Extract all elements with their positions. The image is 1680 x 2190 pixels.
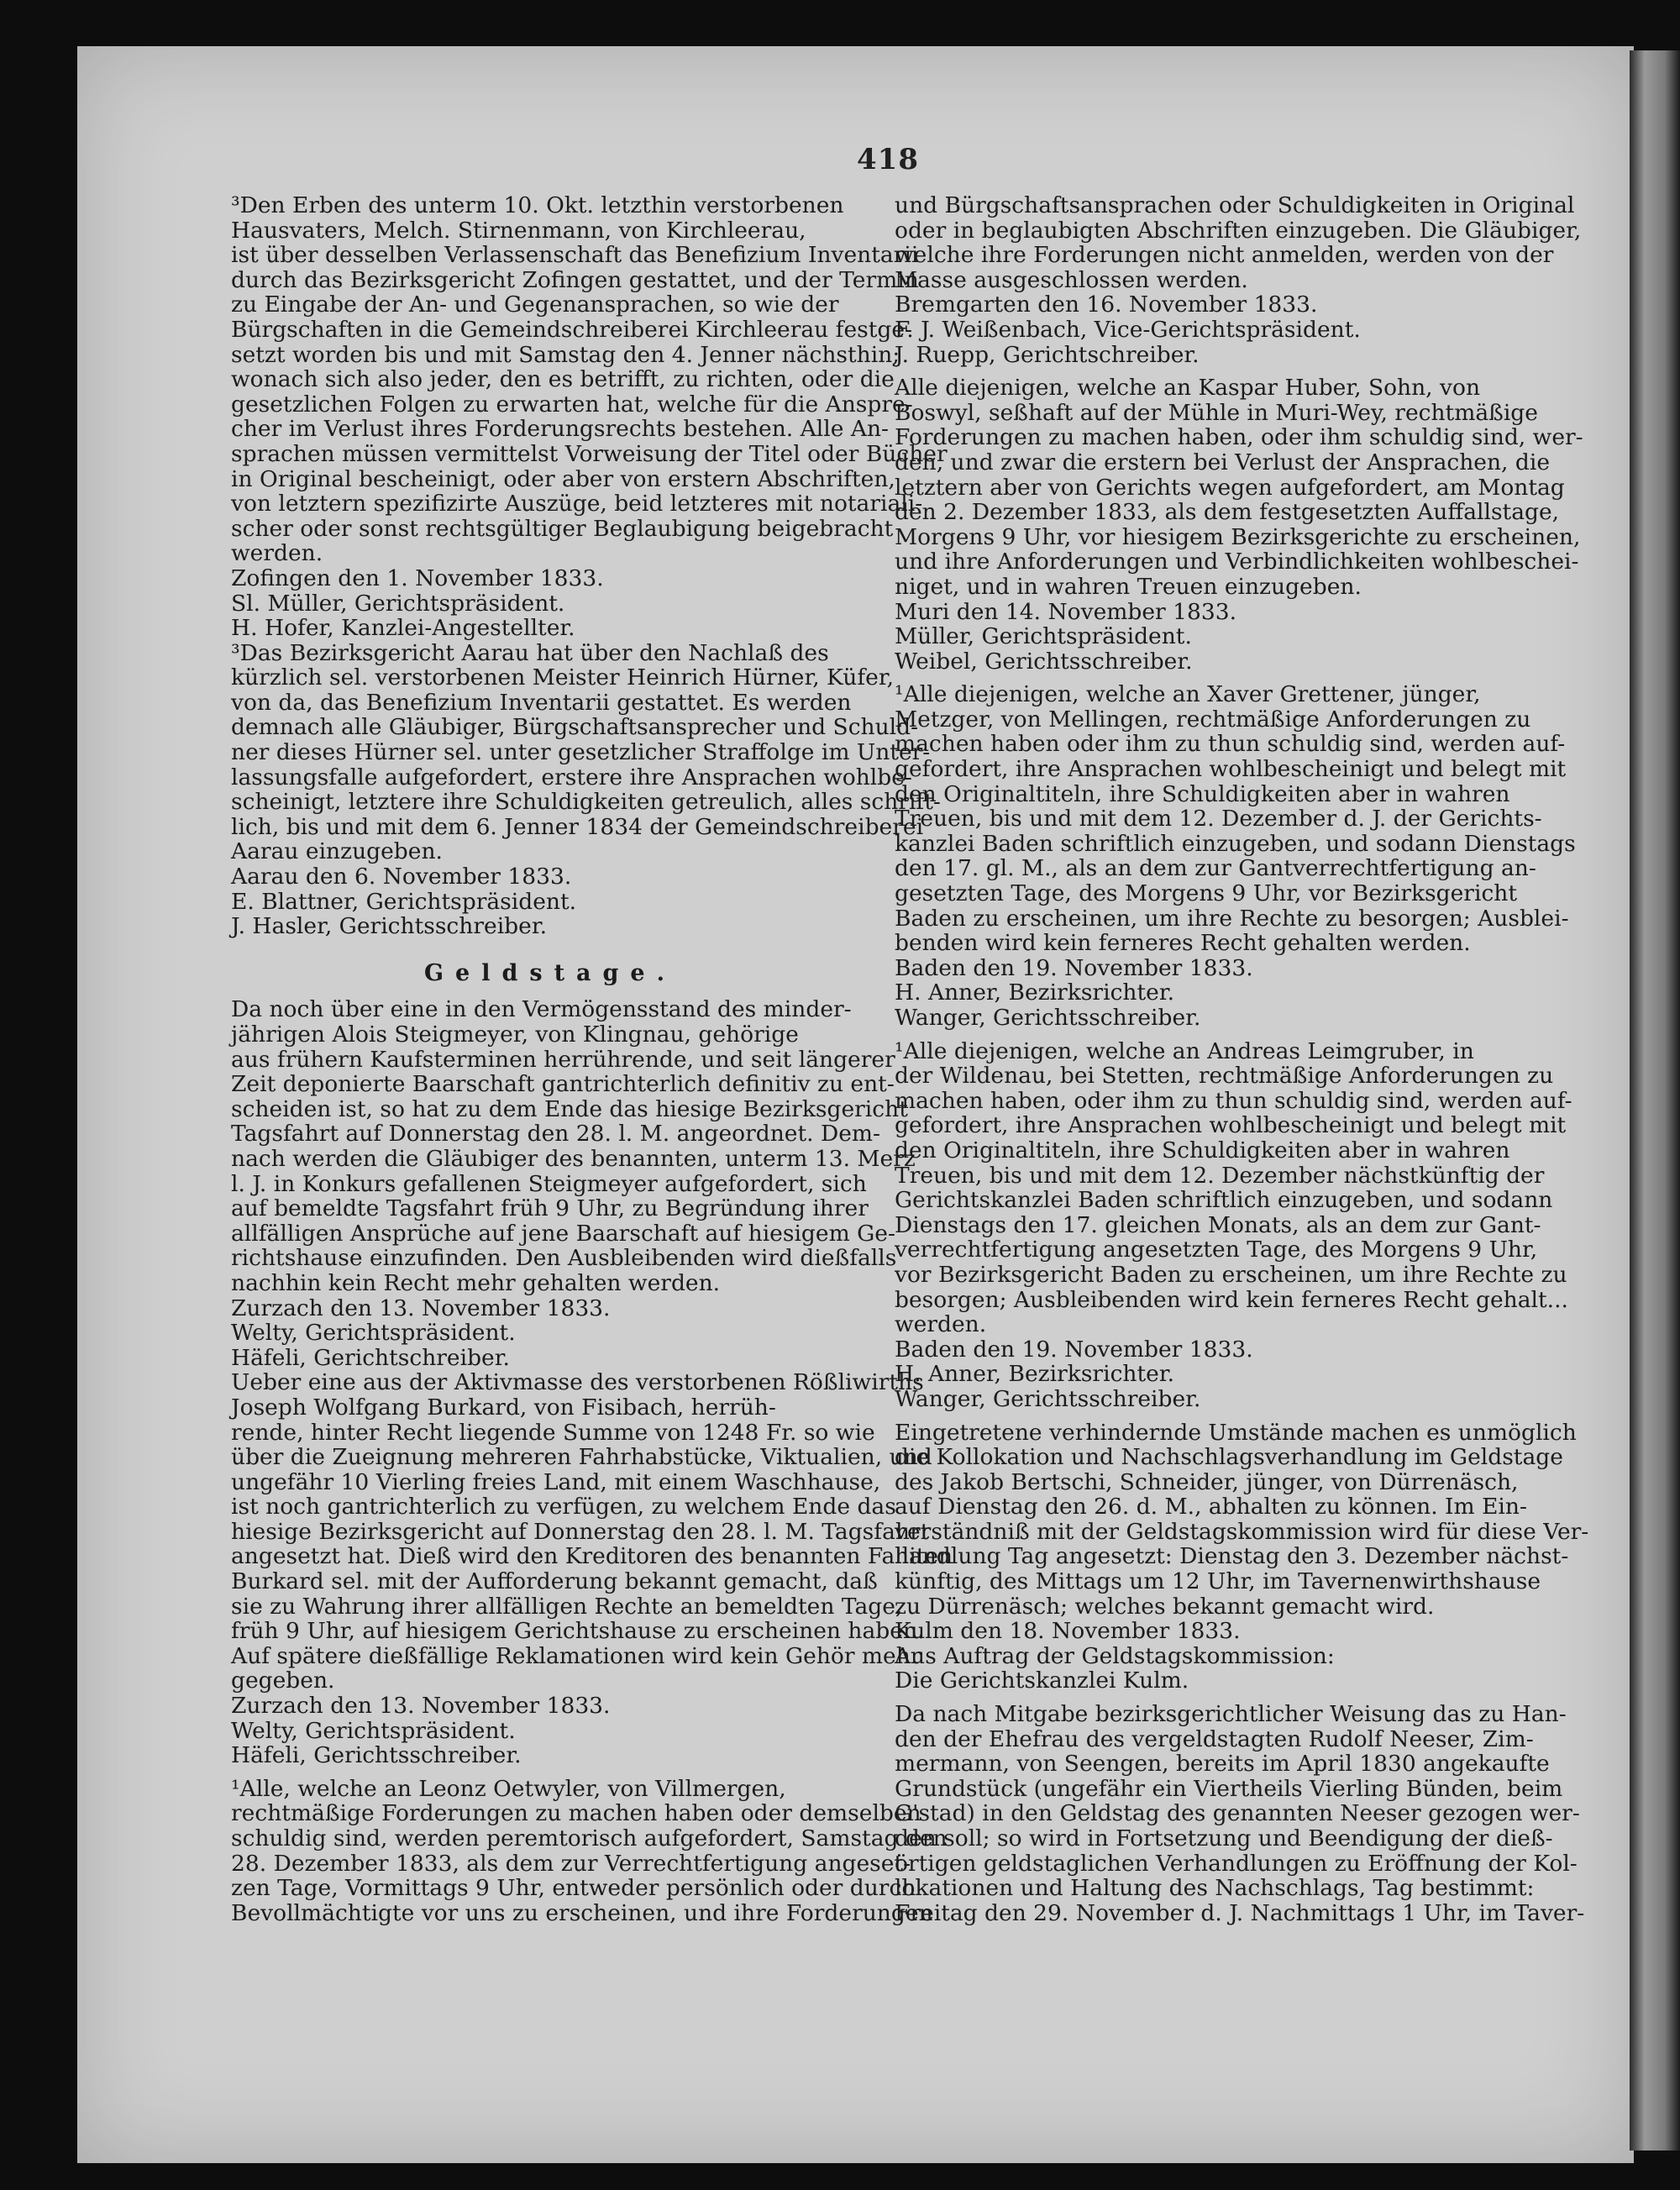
text-line: sprachen müssen vermittelst Vorweisung der Titel oder Bücher xyxy=(231,440,948,467)
text-line: werden. xyxy=(895,1311,987,1338)
text-line: Bevollmächtigte vor uns zu erscheinen, und ihre Forderungen xyxy=(231,1899,933,1926)
text-line: gesetzlichen Folgen zu erwarten hat, welche für die Anspre- xyxy=(231,391,913,418)
notice-body xyxy=(895,681,1576,957)
signature: Welty, Gerichtspräsident. xyxy=(231,1320,516,1347)
text-line: Da nach Mitgabe bezirksgerichtlicher Weisung das zu Han- xyxy=(895,1701,1567,1728)
text-line: niget, und in wahren Treuen einzugeben. xyxy=(895,573,1362,600)
text-line: Aarau einzugeben. xyxy=(231,838,443,865)
signature: Wanger, Gerichtsschreiber. xyxy=(895,1385,1201,1412)
text-line: Grundstück (ungefähr ein Viertheils Vierling Bünden, beim xyxy=(895,1775,1563,1802)
notice-burkard xyxy=(231,1369,953,1769)
notice-body xyxy=(231,996,916,1296)
text-line: Morgens 9 Uhr, vor hiesigem Bezirksgerichte zu erscheinen, xyxy=(895,523,1581,550)
text-line: Bürgschaften in die Gemeindschreiberei Kirchleerau festge- xyxy=(231,316,913,343)
text-line: handlung Tag angesetzt: Dienstag den 3. Dezember nächst- xyxy=(895,1543,1569,1570)
text-line: örtigen geldstaglichen Verhandlungen zu Eröffnung der Kol- xyxy=(895,1850,1578,1877)
text-line: 28. Dezember 1833, als dem zur Verrechtfertigung angeset- xyxy=(231,1850,911,1877)
text-line: in Original bescheinigt, oder aber von erstern Abschriften, xyxy=(231,465,895,492)
text-line: Eingetretene verhindernde Umstände machen es unmöglich xyxy=(895,1419,1577,1446)
signature: Aus Auftrag der Geldstagskommission: xyxy=(895,1642,1335,1669)
notice-steigmeyer xyxy=(231,996,916,1371)
text-line: Metzger, von Mellingen, rechtmäßige Anforderungen zu xyxy=(895,706,1531,733)
text-line: den Originaltiteln, ihre Schuldigkeiten aber in wahren xyxy=(895,1137,1510,1163)
notice-grettener xyxy=(895,681,1576,1031)
notice-body xyxy=(231,192,948,567)
place-date: Kulm den 18. November 1833. xyxy=(895,1618,1241,1645)
signature: Müller, Gerichtspräsident. xyxy=(895,623,1192,650)
notice-body xyxy=(895,1037,1572,1338)
text-line: hiesige Bezirksgericht auf Donnerstag den 28. l. M. Tagsfahrt xyxy=(231,1518,930,1545)
text-line: Zeit deponierte Baarschaft gantrichterlich definitiv zu ent- xyxy=(231,1071,895,1098)
text-line: Tagsfahrt auf Donnerstag den 28. l. M. angeordnet. Dem- xyxy=(231,1121,880,1148)
place-date: Muri den 14. November 1833. xyxy=(895,598,1236,625)
text-line: G'stad) in den Geldstag des genannten Neeser gezogen wer- xyxy=(895,1800,1580,1827)
signature: H. Anner, Bezirksrichter. xyxy=(895,979,1174,1006)
text-line: l. J. in Konkurs gefallenen Steigmeyer aufgefordert, sich xyxy=(231,1170,867,1197)
notice-stirnenmann xyxy=(231,192,948,642)
signature: Häfeli, Gerichtschreiber. xyxy=(231,1344,510,1371)
text-line: ungefähr 10 Vierling freies Land, mit einem Waschhause, xyxy=(231,1468,881,1495)
text-line: auf Dienstag den 26. d. M., abhalten zu können. Im Ein- xyxy=(895,1494,1527,1520)
text-line: benden wird kein ferneres Recht gehalten werden. xyxy=(895,930,1471,957)
place-date: Bremgarten den 16. November 1833. xyxy=(895,291,1318,318)
text-line: ³Das Bezirksgericht Aarau hat über den Nachlaß des xyxy=(231,639,829,666)
text-line: wonach sich also jeder, den es betrifft, zu richten, oder die xyxy=(231,366,895,393)
text-line: scheiden ist, so hat zu dem Ende das hiesige Bezirksgericht xyxy=(231,1095,908,1122)
text-line: den der Ehefrau des vergeldstagten Rudolf Neeser, Zim- xyxy=(895,1725,1534,1752)
text-line: zu Eingabe der An- und Gegenansprachen, so wie der xyxy=(231,291,839,318)
place-date: Zurzach den 13. November 1833. xyxy=(231,1295,611,1321)
text-line: Burkard sel. mit der Aufforderung bekannt gemacht, daß xyxy=(231,1568,878,1595)
notice-huber xyxy=(895,375,1583,675)
text-line: Hausvaters, Melch. Stirnenmann, von Kirchleerau, xyxy=(231,217,806,244)
text-line: durch das Bezirksgericht Zofingen gestattet, und der Termin xyxy=(231,266,919,293)
text-line: allfälligen Ansprüche auf jene Baarschaft auf hiesigem Ge- xyxy=(231,1220,895,1247)
text-line: schuldig sind, werden peremtorisch aufgefordert, Samstag den xyxy=(231,1825,948,1851)
text-line: des Jakob Bertschi, Schneider, jünger, von Dürrenäsch, xyxy=(895,1468,1519,1495)
text-line: welche ihre Forderungen nicht anmelden, werden von der xyxy=(895,242,1554,269)
text-line: und Bürgschaftsansprachen oder Schuldigkeiten in Original xyxy=(895,192,1575,218)
text-line: jährigen Alois Steigmeyer, von Klingnau, gehörige xyxy=(231,1021,799,1048)
section-heading: Geldstage. xyxy=(424,959,676,986)
place-date: Baden den 19. November 1833. xyxy=(895,1336,1253,1363)
text-line: rende, hinter Recht liegende Summe von 1248 Fr. so wie xyxy=(231,1419,875,1446)
text-line: ³Den Erben des unterm 10. Okt. letzthin verstorbenen xyxy=(231,192,844,218)
text-line: den 2. Dezember 1833, als dem festgesetzten Auffallstage, xyxy=(895,499,1560,526)
signature: Wanger, Gerichtsschreiber. xyxy=(895,1005,1201,1031)
text-line: verrechtfertigung angesetzten Tage, des Morgens 9 Uhr, xyxy=(895,1237,1538,1263)
text-line: kürzlich sel. verstorbenen Meister Heinrich Hürner, Küfer, xyxy=(231,664,894,691)
place-date: Zurzach den 13. November 1833. xyxy=(231,1693,611,1720)
text-line: der Wildenau, bei Stetten, rechtmäßige Anforderungen zu xyxy=(895,1063,1554,1090)
text-line: machen haben oder ihm zu thun schuldig sind, werden auf- xyxy=(895,731,1566,758)
notice-body xyxy=(895,1701,1585,1926)
text-line: mermann, von Seengen, bereits im April 1830 angekaufte xyxy=(895,1751,1550,1778)
notice-huerner xyxy=(231,639,941,940)
place-date: Baden den 19. November 1833. xyxy=(895,954,1253,981)
notice-body xyxy=(231,1775,948,1926)
text-line: früh 9 Uhr, auf hiesigem Gerichtshause zu erscheinen haben. xyxy=(231,1618,925,1645)
text-line: Ueber eine aus der Aktivmasse des verstorbenen Rößliwirths xyxy=(231,1369,924,1396)
left-column xyxy=(231,192,953,1926)
text-line: aus frühern Kaufsterminen herrührende, und seit längerer xyxy=(231,1046,895,1073)
text-line: demnach alle Gläubiger, Bürgschaftsansprecher und Schuld- xyxy=(231,714,919,741)
text-line: nachhin kein Recht mehr gehalten werden. xyxy=(231,1269,721,1296)
text-line: scheinigt, letztere ihre Schuldigkeiten getreulich, alles schrift- xyxy=(231,789,941,816)
signature: F. J. Weißenbach, Vice-Gerichtspräsident. xyxy=(895,316,1361,343)
text-line: gesetzten Tage, des Morgens 9 Uhr, vor Bezirksgericht xyxy=(895,880,1518,907)
text-line: gefordert, ihre Ansprachen wohlbescheinigt und belegt mit xyxy=(895,756,1567,783)
text-line: die Kollokation und Nachschlagsverhandlung im Geldstage xyxy=(895,1444,1563,1471)
text-line: lassungsfalle aufgefordert, erstere ihre Ansprachen wohlbe- xyxy=(231,764,912,790)
page-fold-edge xyxy=(1630,50,1680,2151)
signature: Die Gerichtskanzlei Kulm. xyxy=(895,1667,1189,1694)
text-line: künftig, des Mittags um 12 Uhr, im Tavernenwirthshause xyxy=(895,1568,1541,1595)
text-line: besorgen; Ausbleibenden wird kein ferneres Recht gehalt... xyxy=(895,1286,1568,1313)
text-line: Gerichtskanzlei Baden schriftlich einzugeben, und sodann xyxy=(895,1187,1553,1214)
signature: J. Hasler, Gerichtsschreiber. xyxy=(231,913,547,940)
text-line: nach werden die Gläubiger des benannten, unterm 13. Merz xyxy=(231,1145,916,1172)
text-line: ist noch gantrichterlich zu verfügen, zu welchem Ende das xyxy=(231,1494,896,1520)
place-date: Aarau den 6. November 1833. xyxy=(231,864,572,890)
signature: Häfeli, Gerichtsschreiber. xyxy=(231,1742,522,1769)
text-line: scher oder sonst rechtsgültiger Beglaubigung beigebracht xyxy=(231,515,894,542)
notice-body xyxy=(895,1419,1589,1620)
text-line: ist über desselben Verlassenschaft das Benefizium Inventarii xyxy=(231,242,919,269)
notice-leimgruber xyxy=(895,1037,1572,1412)
text-line: rechtmäßige Forderungen zu machen haben oder demselben xyxy=(231,1800,921,1827)
text-line: Alle diejenigen, welche an Kaspar Huber, Sohn, von xyxy=(895,375,1481,402)
text-line: über die Zueignung mehreren Fahrhabstücke, Viktualien, und xyxy=(231,1444,932,1471)
text-line: den soll; so wird in Fortsetzung und Beendigung der dieß- xyxy=(895,1825,1553,1851)
signature: Weibel, Gerichtsschreiber. xyxy=(895,648,1193,675)
text-line: Baden zu erscheinen, um ihre Rechte zu besorgen; Ausblei- xyxy=(895,905,1569,932)
signature: E. Blattner, Gerichtspräsident. xyxy=(231,888,577,915)
notice-body xyxy=(895,192,1582,293)
right-column xyxy=(895,192,1589,1926)
text-line: machen haben, oder ihm zu thun schuldig sind, werden auf- xyxy=(895,1087,1572,1114)
signature: H. Anner, Bezirksrichter. xyxy=(895,1361,1174,1388)
page-number: 418 xyxy=(857,143,919,176)
text-line: Freitag den 29. November d. J. Nachmittags 1 Uhr, im Taver- xyxy=(895,1899,1585,1926)
notice-oetwyler-continued xyxy=(895,192,1582,368)
text-line: auf bemeldte Tagsfahrt früh 9 Uhr, zu Begründung ihrer xyxy=(231,1195,869,1222)
text-line: den 17. gl. M., als an dem zur Gantverrechtfertigung an- xyxy=(895,855,1536,882)
text-line: Masse ausgeschlossen werden. xyxy=(895,266,1248,293)
text-line: von da, das Benefizium Inventarii gestattet. Es werden xyxy=(231,689,852,716)
text-line: lokationen und Haltung des Nachschlags, Tag bestimmt: xyxy=(895,1875,1535,1902)
text-line: letztern aber von Gerichts wegen aufgefordert, am Montag xyxy=(895,474,1565,501)
text-line: kanzlei Baden schriftlich einzugeben, und sodann Dienstags xyxy=(895,830,1576,857)
text-line: den, und zwar die erstern bei Verlust der Ansprachen, die xyxy=(895,449,1551,475)
text-line: gefordert, ihre Ansprachen wohlbescheinigt und belegt mit xyxy=(895,1112,1567,1139)
text-line: ner dieses Hürner sel. unter gesetzlicher Straffolge im Unter- xyxy=(231,739,931,766)
text-line: gegeben. xyxy=(231,1667,335,1694)
text-line: werden. xyxy=(231,540,323,567)
notice-body xyxy=(231,1369,953,1694)
text-line: Treuen, bis und mit dem 12. Dezember nächstkünftig der xyxy=(895,1162,1545,1189)
text-line: Da noch über eine in den Vermögensstand des minder- xyxy=(231,996,852,1023)
place-date: Zofingen den 1. November 1833. xyxy=(231,565,604,591)
text-line: vor Bezirksgericht Baden zu erscheinen, um ihre Rechte zu xyxy=(895,1261,1567,1288)
text-line: cher im Verlust ihres Forderungsrechts bestehen. Alle An- xyxy=(231,416,889,443)
signature: Welty, Gerichtspräsident. xyxy=(231,1717,516,1744)
text-line: Forderungen zu machen haben, oder ihm schuldig sind, wer- xyxy=(895,424,1583,451)
text-line: Dienstags den 17. gleichen Monats, als an dem zur Gant- xyxy=(895,1211,1541,1238)
text-line: Treuen, bis und mit dem 12. Dezember d. J. der Gerichts- xyxy=(895,806,1542,832)
text-line: ¹Alle, welche an Leonz Oetwyler, von Villmergen, xyxy=(231,1775,786,1802)
signature: H. Hofer, Kanzlei-Angestellter. xyxy=(231,615,575,642)
text-line: ¹Alle diejenigen, welche an Andreas Leimgruber, in xyxy=(895,1037,1474,1064)
text-line: verständniß mit der Geldstagskommission wird für diese Ver- xyxy=(895,1518,1589,1545)
text-line: lich, bis und mit dem 6. Jenner 1834 der Gemeindschreiberei xyxy=(231,813,924,840)
signature: J. Ruepp, Gerichtschreiber. xyxy=(895,341,1200,368)
notice-oetwyler xyxy=(231,1775,948,1926)
notice-body xyxy=(231,639,941,865)
text-line: zen Tage, Vormittags 9 Uhr, entweder persönlich oder durch xyxy=(231,1875,916,1902)
text-line: oder in beglaubigten Abschriften einzugeben. Die Gläubiger, xyxy=(895,217,1582,244)
notice-bertschi xyxy=(895,1419,1589,1694)
text-line: Auf spätere dießfällige Reklamationen wird kein Gehör mehr xyxy=(231,1642,921,1669)
text-line: angesetzt hat. Dieß wird den Kreditoren des benannten Falliten xyxy=(231,1543,953,1570)
notice-neeser xyxy=(895,1701,1585,1926)
text-line: Boswyl, seßhaft auf der Mühle in Muri-Wey, rechtmäßige xyxy=(895,399,1538,426)
text-line: und ihre Anforderungen und Verbindlichkeiten wohlbeschei- xyxy=(895,549,1579,575)
text-line: sie zu Wahrung ihrer allfälligen Rechte an bemeldten Tage, xyxy=(231,1593,903,1620)
text-line: ¹Alle diejenigen, welche an Xaver Grettener, jünger, xyxy=(895,681,1481,708)
text-line: Joseph Wolfgang Burkard, von Fisibach, herrüh- xyxy=(231,1394,776,1421)
text-line: von letztern spezifizirte Auszüge, beid letzteres mit notariali- xyxy=(231,491,923,517)
text-line: setzt worden bis und mit Samstag den 4. Jenner nächsthin; xyxy=(231,341,900,368)
text-line: den Originaltiteln, ihre Schuldigkeiten aber in wahren xyxy=(895,780,1510,807)
signature: Sl. Müller, Gerichtspräsident. xyxy=(231,590,565,617)
notice-body xyxy=(895,375,1583,600)
text-line: zu Dürrenäsch; welches bekannt gemacht wird. xyxy=(895,1593,1435,1620)
text-line: richtshause einzufinden. Den Ausbleibenden wird dießfalls xyxy=(231,1245,897,1272)
